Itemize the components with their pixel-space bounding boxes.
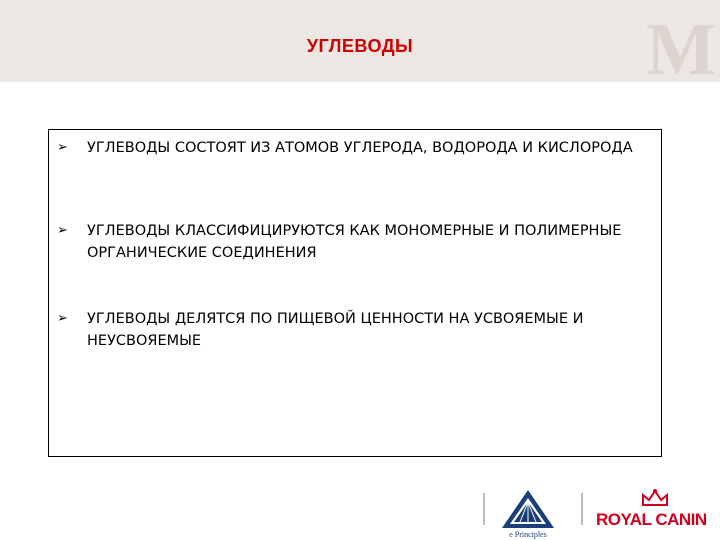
bullet-item — [57, 220, 647, 264]
partner-logo — [500, 488, 556, 540]
bullet-text: УГЛЕВОДЫ СОСТОЯТ ИЗ АТОМОВ УГЛЕРОДА, ВОДОРОДА И КИСЛОРОДА — [87, 140, 633, 156]
footer-divider — [581, 493, 583, 525]
bullet-arrow-icon: ➢ — [57, 311, 68, 326]
slide-title: УГЛЕВОДЫ — [306, 36, 414, 56]
brand-wordmark: ROYAL CANIN — [596, 510, 707, 529]
royal-canin-logo — [596, 488, 714, 540]
brand-watermark: M — [646, 18, 712, 82]
bullet-text: УГЛЕВОДЫ КЛАССИФИЦИРУЮТСЯ КАК МОНОМЕРНЫЕ И ПОЛИМЕРНЫЕ ОРГАНИЧЕСКИЕ СОЕДИНЕНИЯ — [87, 223, 622, 261]
bullet-item — [57, 137, 647, 159]
bullet-text: УГЛЕВОДЫ ДЕЛЯТСЯ ПО ПИЩЕВОЙ ЦЕННОСТИ НА УСВОЯЕМЫЕ И НЕУСВОЯЕМЫЕ — [87, 311, 584, 349]
bullet-item — [57, 308, 647, 352]
footer-divider — [483, 493, 485, 525]
bullet-arrow-icon: ➢ — [57, 223, 68, 238]
crown-icon — [640, 488, 670, 508]
pyramid-logo-icon — [500, 488, 556, 530]
content-box — [48, 129, 662, 457]
partner-tagline: e Principles — [509, 530, 547, 539]
bullet-arrow-icon: ➢ — [57, 140, 68, 155]
